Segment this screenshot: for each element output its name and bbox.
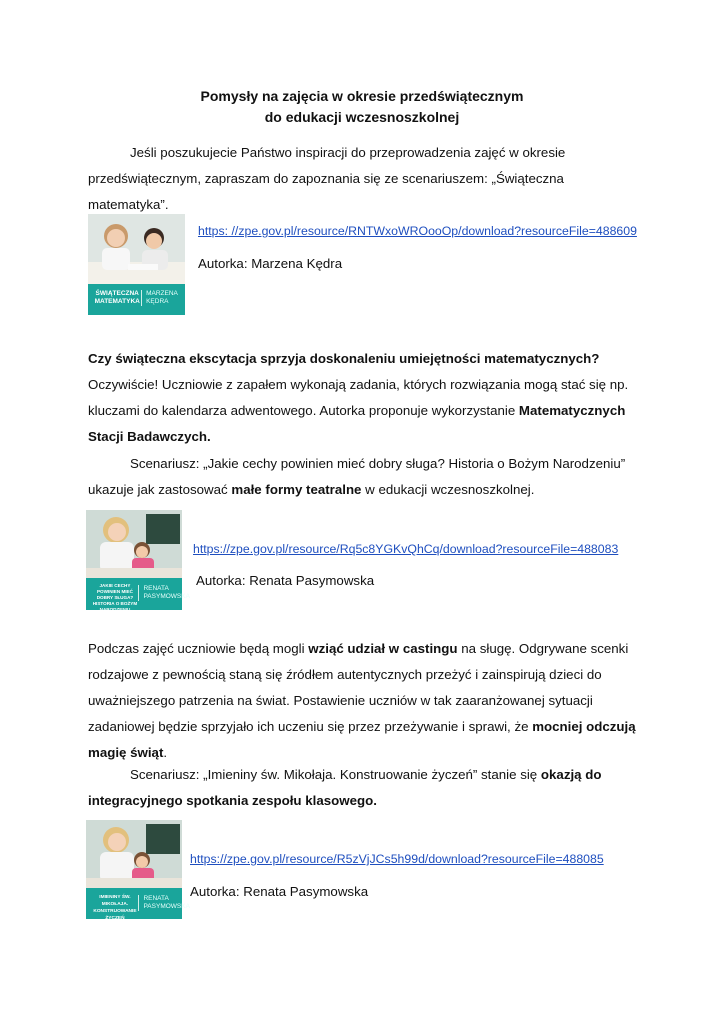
- cover-title: IMIENINY ŚW. MIKOŁAJA. KONSTRUOWANIE ŻYCZEŃ: [93, 895, 137, 921]
- title-line-1: Pomysły na zajęcia w okresie przedświątecznym: [200, 88, 524, 104]
- resource-link-3[interactable]: https://zpe.gov.pl/resource/R5zVjJCs5h99d/download?resourceFile=488085: [190, 852, 604, 866]
- resource-author-3: Autorka: Renata Pasymowska: [190, 884, 369, 899]
- cover-imieniny: [86, 820, 190, 921]
- resource-link-1-rest[interactable]: //zpe.gov.pl/resource/RNTWxoWROooOp/download?resourceFile=488609: [228, 224, 637, 238]
- title-line-2: do edukacji wczesnoszkolnej: [264, 109, 460, 125]
- cover-author: RENATA PASYMOWSKA: [138, 895, 178, 911]
- section3-paragraph: [88, 636, 648, 766]
- cover-jakie-cechy: [86, 510, 190, 612]
- cover-swiateczna-matematyka: [88, 214, 185, 315]
- cover-title: JAKIE CECHY POWINIEN MIEĆ DOBRY SŁUGA? HISTORIA O BOŻYM NARODZENIU: [92, 583, 138, 612]
- cover-photo: [86, 820, 182, 888]
- section2-heading: Czy świąteczna ekscytacja sprzyja doskonaleniu umiejętności matematycznych?: [88, 351, 600, 366]
- section2-scenario-end: w edukacji wczesnoszkolnej.: [361, 482, 535, 497]
- section3-scenario-bold: okazją do integracyjnego spotkania zespołu klasowego.: [88, 767, 602, 808]
- section2-text: Oczywiście! Uczniowie z zapałem wykonają zadania, których rozwiązania mogą stać się np. kluczami do kalendarza adwentowego. Autorka proponuje wykorzystanie: [88, 377, 629, 418]
- section2-bold: Matematycznych Stacji Badawczych.: [88, 403, 626, 444]
- page-title: [0, 86, 724, 128]
- cover-author: MARZENA KĘDRA: [141, 290, 181, 306]
- cover-author: RENATA PASYMOWSKA: [138, 585, 178, 601]
- cover-photo: [86, 510, 182, 578]
- cover-band: [86, 888, 190, 921]
- resource-author-2: Autorka: Renata Pasymowska: [196, 573, 375, 588]
- resource-link-1-prefix[interactable]: https:: [198, 224, 229, 238]
- section2-scenario-text: Scenariusz: „Jakie cechy powinien mieć dobry sługa? Historia o Bożym Narodzeniu” ukazuje jak zastosować: [88, 456, 626, 497]
- section3-scenario-text: Scenariusz: „Imieniny św. Mikołaja. Konstruowanie życzeń” stanie się: [130, 767, 541, 782]
- cover-band: [86, 578, 190, 612]
- section3-bold-2: mocniej odczują magię świąt: [88, 719, 636, 760]
- section3-text-3: .: [163, 745, 168, 760]
- section2-paragraph: [88, 346, 648, 450]
- resource-link-1[interactable]: [198, 224, 637, 238]
- cover-photo: [88, 214, 185, 284]
- intro-paragraph: Jeśli poszukujecie Państwo inspiracji do przeprowadzenia zajęć w okresie przedświątecznym, zapraszam do zapoznania się ze scenariuszem: „Świąteczna matematyka”.: [88, 145, 566, 212]
- section2-scenario-bold: małe formy teatralne: [231, 482, 362, 497]
- resource-link-2[interactable]: https://zpe.gov.pl/resource/Rq5c8YGKvQhCq/download?resourceFile=488083: [193, 542, 619, 556]
- section3-text-1: Podczas zajęć uczniowie będą mogli: [88, 641, 309, 656]
- cover-title: ŚWIĄTECZNA MATEMATYKA: [94, 290, 140, 305]
- section3-bold-1: wziąć udział w castingu: [308, 641, 458, 656]
- section3-scenario: [88, 762, 648, 814]
- resource-author-1: Autorka: Marzena Kędra: [198, 256, 343, 271]
- section3-text-2: na sługę. Odgrywane scenki rodzajowe z pewnością staną się źródłem autentycznych przeżyć i zainspirują dzieci do uważniejszego patrzenia na świat. Postawienie uczniów w tak zaaranżowanej sytuacji zadaniowej będzie sprzyjało ich uczeniu się przez przeżywanie i sprawi, że: [88, 641, 629, 734]
- cover-band: [88, 284, 185, 315]
- section2-scenario: [88, 451, 648, 503]
